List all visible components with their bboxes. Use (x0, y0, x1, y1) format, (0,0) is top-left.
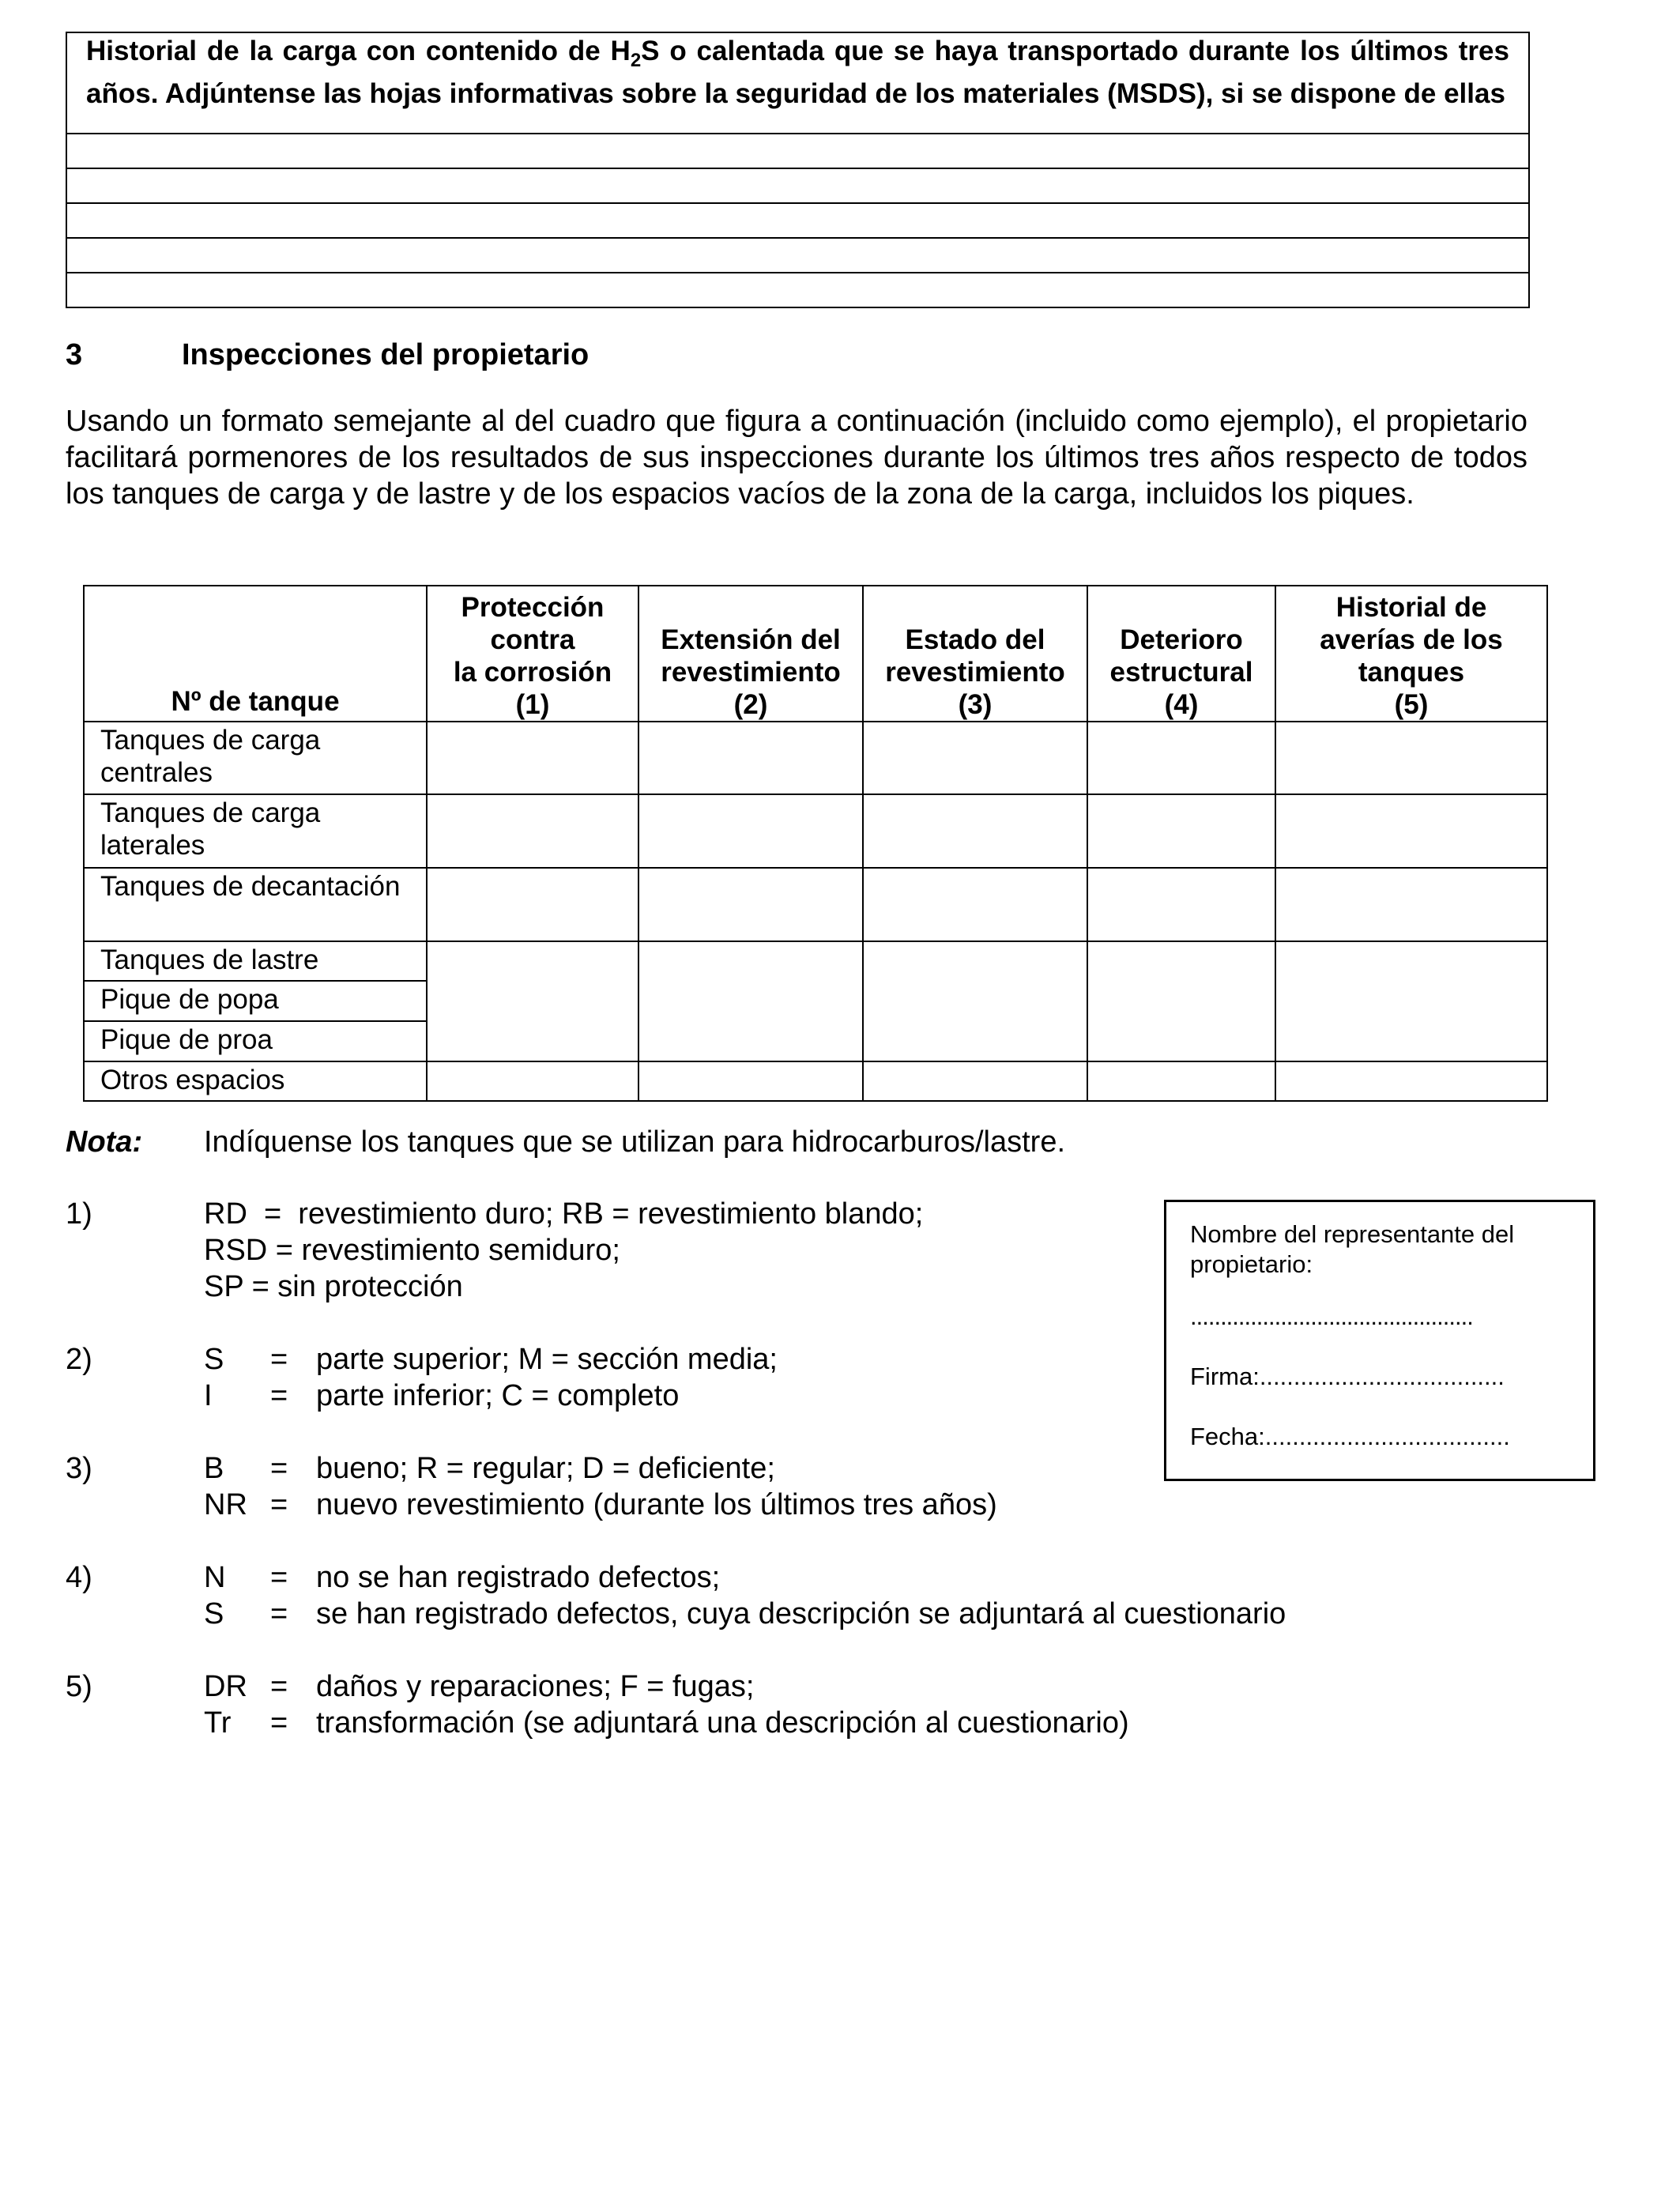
note-abbreviation: DR (204, 1670, 247, 1703)
table-cell[interactable] (1275, 1061, 1547, 1101)
note-definition: no se han registrado defectos; (316, 1561, 721, 1594)
row-label: Tanques de lastre (84, 941, 427, 981)
note-definition: parte inferior; C = completo (316, 1379, 680, 1412)
table-cell[interactable] (638, 868, 863, 941)
note-abbreviation: N (204, 1561, 226, 1594)
table-cell[interactable] (427, 794, 638, 868)
note-abbreviation: Tr (204, 1706, 232, 1740)
note-1-line: RSD = revestimiento semiduro; (204, 1234, 620, 1267)
note-number: 3) (66, 1452, 92, 1485)
row-label: Tanques de decantación (84, 868, 427, 941)
note-definition: daños y reparaciones; F = fugas; (316, 1670, 755, 1703)
col-header-corrosion-protection: Protección contra la corrosión (1) (427, 586, 638, 722)
note-1-line: SP = sin protección (204, 1270, 463, 1303)
note-label: Nota: (66, 1125, 143, 1159)
note-number: 1) (66, 1197, 92, 1231)
note-number: 2) (66, 1343, 92, 1376)
table-cell[interactable] (863, 722, 1087, 794)
note-abbreviation: B (204, 1452, 224, 1485)
table-row (84, 722, 1547, 794)
note-1-line: RD = revestimiento duro; RB = revestimiento blando; (204, 1197, 924, 1231)
note-definition: parte superior; M = sección media; (316, 1343, 778, 1376)
blank-row[interactable] (67, 134, 1528, 169)
col-header-damage-history: Historial de averías de los tanques (5) (1275, 586, 1547, 722)
cargo-history-table (66, 32, 1530, 308)
blank-row[interactable] (67, 204, 1528, 239)
blank-row[interactable] (67, 239, 1528, 273)
table-cell[interactable] (1087, 794, 1275, 868)
table-cell[interactable] (427, 868, 638, 941)
equals-sign: = (270, 1706, 288, 1740)
note-abbreviation: NR (204, 1488, 247, 1521)
table-cell[interactable] (863, 1061, 1087, 1101)
table-cell[interactable] (427, 1061, 638, 1101)
note-number: 5) (66, 1670, 92, 1703)
row-label: Tanques de carga centrales (84, 722, 427, 794)
table-cell[interactable] (1087, 941, 1275, 1061)
note-definition: se han registrado defectos, cuya descripción se adjuntará al cuestionario (316, 1597, 1286, 1630)
table-cell[interactable] (638, 1061, 863, 1101)
equals-sign: = (270, 1561, 288, 1594)
row-label: Tanques de carga laterales (84, 794, 427, 868)
row-label: Pique de popa (84, 981, 427, 1021)
row-label: Otros espacios (84, 1061, 427, 1101)
col-header-coating-condition: Estado del revestimiento (3) (863, 586, 1087, 722)
table-cell[interactable] (638, 794, 863, 868)
table-cell[interactable] (863, 794, 1087, 868)
equals-sign: = (270, 1670, 288, 1703)
intro-paragraph: Usando un formato semejante al del cuadro que figura a continuación (incluido como ejemplo), el propietario facilitará pormenores de los resultados de sus inspecciones durante los últimos tres años respecto de todos los tanques de carga y de lastre y de los espacios vacíos de la zona de la carga, incluidos los piques. (66, 405, 1527, 511)
table-row (84, 941, 1547, 981)
table-cell[interactable] (1087, 1061, 1275, 1101)
equals-sign: = (270, 1452, 288, 1485)
table-cell[interactable] (427, 941, 638, 1061)
col-header-structural-deterioration: Deterioro estructural (4) (1087, 586, 1275, 722)
equals-sign: = (270, 1379, 288, 1412)
table-cell[interactable] (863, 868, 1087, 941)
signature-box (1164, 1200, 1595, 1481)
table-cell[interactable] (863, 941, 1087, 1061)
note-number: 4) (66, 1561, 92, 1594)
representative-name-label: Nombre del representante del (1190, 1220, 1515, 1248)
row-label: Pique de proa (84, 1021, 427, 1061)
table-row (84, 1061, 1547, 1101)
representative-name-field[interactable]: ............................................... (1190, 1302, 1473, 1330)
table-cell[interactable] (1275, 794, 1547, 868)
cargo-history-heading: Historial de la carga con contenido de $H_2S$ o calentada que se haya transportado durante los últimos tres años. Adjúntense las hojas informativas sobre la seguridad de los materiales (MSDS), si se dispone de ellas (67, 33, 1528, 134)
note-definition: bueno; R = regular; D = deficiente; (316, 1452, 775, 1485)
section-number: 3 (66, 338, 83, 371)
table-row (84, 794, 1547, 868)
table-cell[interactable] (427, 722, 638, 794)
table-cell[interactable] (1087, 722, 1275, 794)
note-definition: transformación (se adjuntará una descripción al cuestionario) (316, 1706, 1129, 1740)
blank-row[interactable] (67, 273, 1528, 307)
signature-field[interactable]: Firma:.................................... (1190, 1363, 1505, 1390)
table-header-row (84, 586, 1547, 722)
table-cell[interactable] (1275, 722, 1547, 794)
blank-row[interactable] (67, 169, 1528, 204)
table-cell[interactable] (638, 722, 863, 794)
inspection-table (83, 585, 1548, 1102)
col-header-coating-extent: Extensión del revestimiento (2) (638, 586, 863, 722)
equals-sign: = (270, 1488, 288, 1521)
table-cell[interactable] (1275, 941, 1547, 1061)
equals-sign: = (270, 1343, 288, 1376)
equals-sign: = (270, 1597, 288, 1630)
section-title: Inspecciones del propietario (182, 338, 590, 371)
representative-name-label: propietario: (1190, 1250, 1313, 1278)
note-definition: nuevo revestimiento (durante los últimos tres años) (316, 1488, 997, 1521)
table-cell[interactable] (638, 941, 863, 1061)
note-abbreviation: I (204, 1379, 213, 1412)
col-header-tank-number: Nº de tanque (84, 586, 427, 722)
table-cell[interactable] (1087, 868, 1275, 941)
date-field[interactable]: Fecha:.................................... (1190, 1423, 1510, 1450)
note-abbreviation: S (204, 1597, 224, 1630)
note-abbreviation: S (204, 1343, 224, 1376)
table-cell[interactable] (1275, 868, 1547, 941)
note-text: Indíquense los tanques que se utilizan para hidrocarburos/lastre. (204, 1125, 1066, 1159)
table-row (84, 868, 1547, 941)
